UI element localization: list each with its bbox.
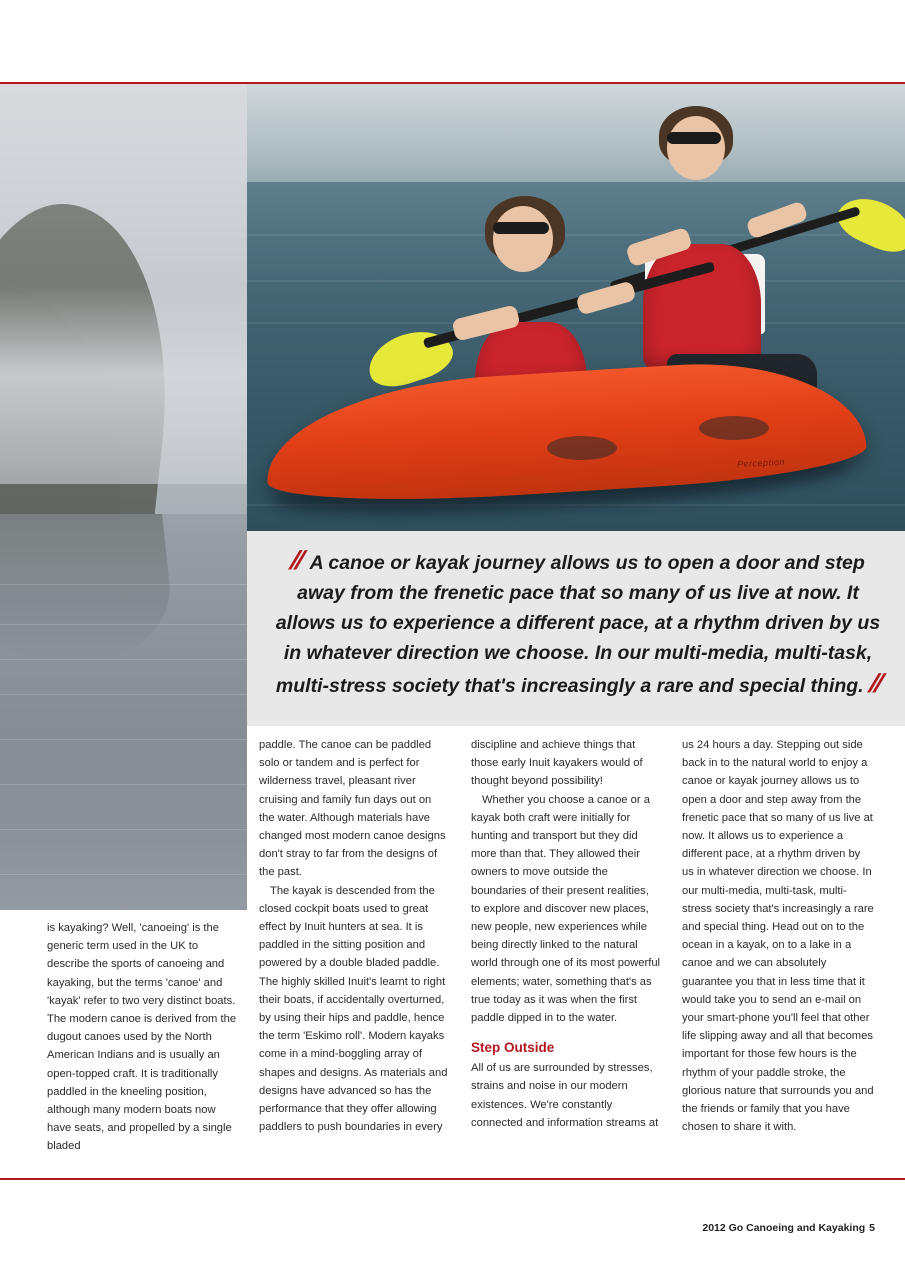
paragraph: All of us are surrounded by stresses, strains and noise in our modern existences. We're constantly connected and information streams at	[471, 1062, 659, 1129]
footer-page-number: 5	[869, 1222, 875, 1234]
paragraph: Whether you choose a canoe or a kayak both craft were initially for hunting and transport but they did more than that. They allowed their owners to move outside the boundaries of their present realities, to explore and discover new places, new people, new experiences while being directly linked to the natural world through one of its most powerful elements; water, something that's as true today as it was when the first paddle dipped in to the water.	[471, 793, 661, 1025]
hero-kayak-photo	[247, 84, 905, 531]
body-column-1	[47, 919, 239, 1156]
pull-quote-text	[271, 545, 885, 701]
kayak-cockpit-rear	[699, 416, 769, 440]
left-lake-photo	[0, 84, 247, 910]
pull-quote-body: A canoe or kayak journey allows us to open a door and step away from the frenetic pace that so many of us live at now. It allows us to experience a different pace, at a rhythm driven by us in whatever direction we choose. In our multi-media, multi-task, multi-stress society that's increasingly a rare and special thing.	[275, 552, 881, 697]
kayak-brand-text: Perception	[736, 456, 786, 470]
section-heading-step-outside: Step Outside	[471, 1040, 555, 1056]
body-column-3	[471, 736, 661, 1132]
pull-quote-block	[247, 531, 905, 726]
front-paddler-sunglasses	[493, 222, 549, 234]
kayak-cockpit-front	[547, 436, 617, 460]
page-footer	[702, 1222, 875, 1234]
quote-open-mark: //	[287, 545, 305, 575]
paragraph: is kayaking? Well, 'canoeing' is the generic term used in the UK to describe the sports of canoeing and kayaking, but the terms 'canoe' and 'kayak' refer to two very distinct boats. The modern canoe is derived from the dugout canoes used by the North American Indians and is usually an open-topped craft. It is traditionally paddled in the kneeling position, although many modern boats now have seats, and propelled by a single bladed	[47, 922, 237, 1153]
bottom-rule	[0, 1178, 905, 1180]
paragraph: paddle. The canoe can be paddled solo or tandem and is perfect for wilderness travel, pleasant river cruising and family fun days out on the water. Although materials have changed most modern canoe designs don't stray to far from the designs of the past.	[259, 739, 446, 879]
footer-issue-title: 2012 Go Canoeing and Kayaking	[702, 1222, 866, 1234]
photo-mist	[0, 284, 247, 484]
body-column-4	[682, 736, 874, 1136]
rear-paddler-head	[667, 116, 725, 180]
paragraph: us 24 hours a day. Stepping out side back in to the natural world to enjoy a canoe or kayak journey allows us to open a door and step away from the frenetic pace that so many of us live at now. It allows us to experience a different pace, at a rhythm driven by us in whatever direction we choose. In our multi-media, multi-task, multi-stress society that's increasingly a rare and special thing. Head out on to the ocean in a kayak, on to a lake in a canoe and we can absolutely guarantee you that in less time that it would take you to send an e-mail on your smart-phone you'll feel that other life slipping away and all that becomes important for those few hours is the rhythm of your paddle stroke, the glorious nature that surrounds you and the friends or family that you have chosen to share it with.	[682, 739, 874, 1134]
rear-paddler-sunglasses	[667, 132, 721, 144]
paragraph: The kayak is descended from the closed cockpit boats used to great effect by Inuit hunters at sea. It is paddled in the sitting position and powered by a double bladed paddle. The highly skilled Inuit's learnt to right their boats, if accidentally overturned, by using their hips and paddle, hence the term 'Eskimo roll'. Modern kayaks come in a mind-boggling array of shapes and designs. As materials and designs have advanced so has the performance that they offer allowing paddlers to push boundaries in every	[259, 884, 448, 1134]
quote-close-mark: //	[866, 668, 884, 698]
paragraph: discipline and achieve things that those early Inuit kayakers would of thought beyond possibility!	[471, 739, 643, 788]
front-paddler-head	[493, 206, 553, 272]
body-column-2	[259, 736, 449, 1136]
